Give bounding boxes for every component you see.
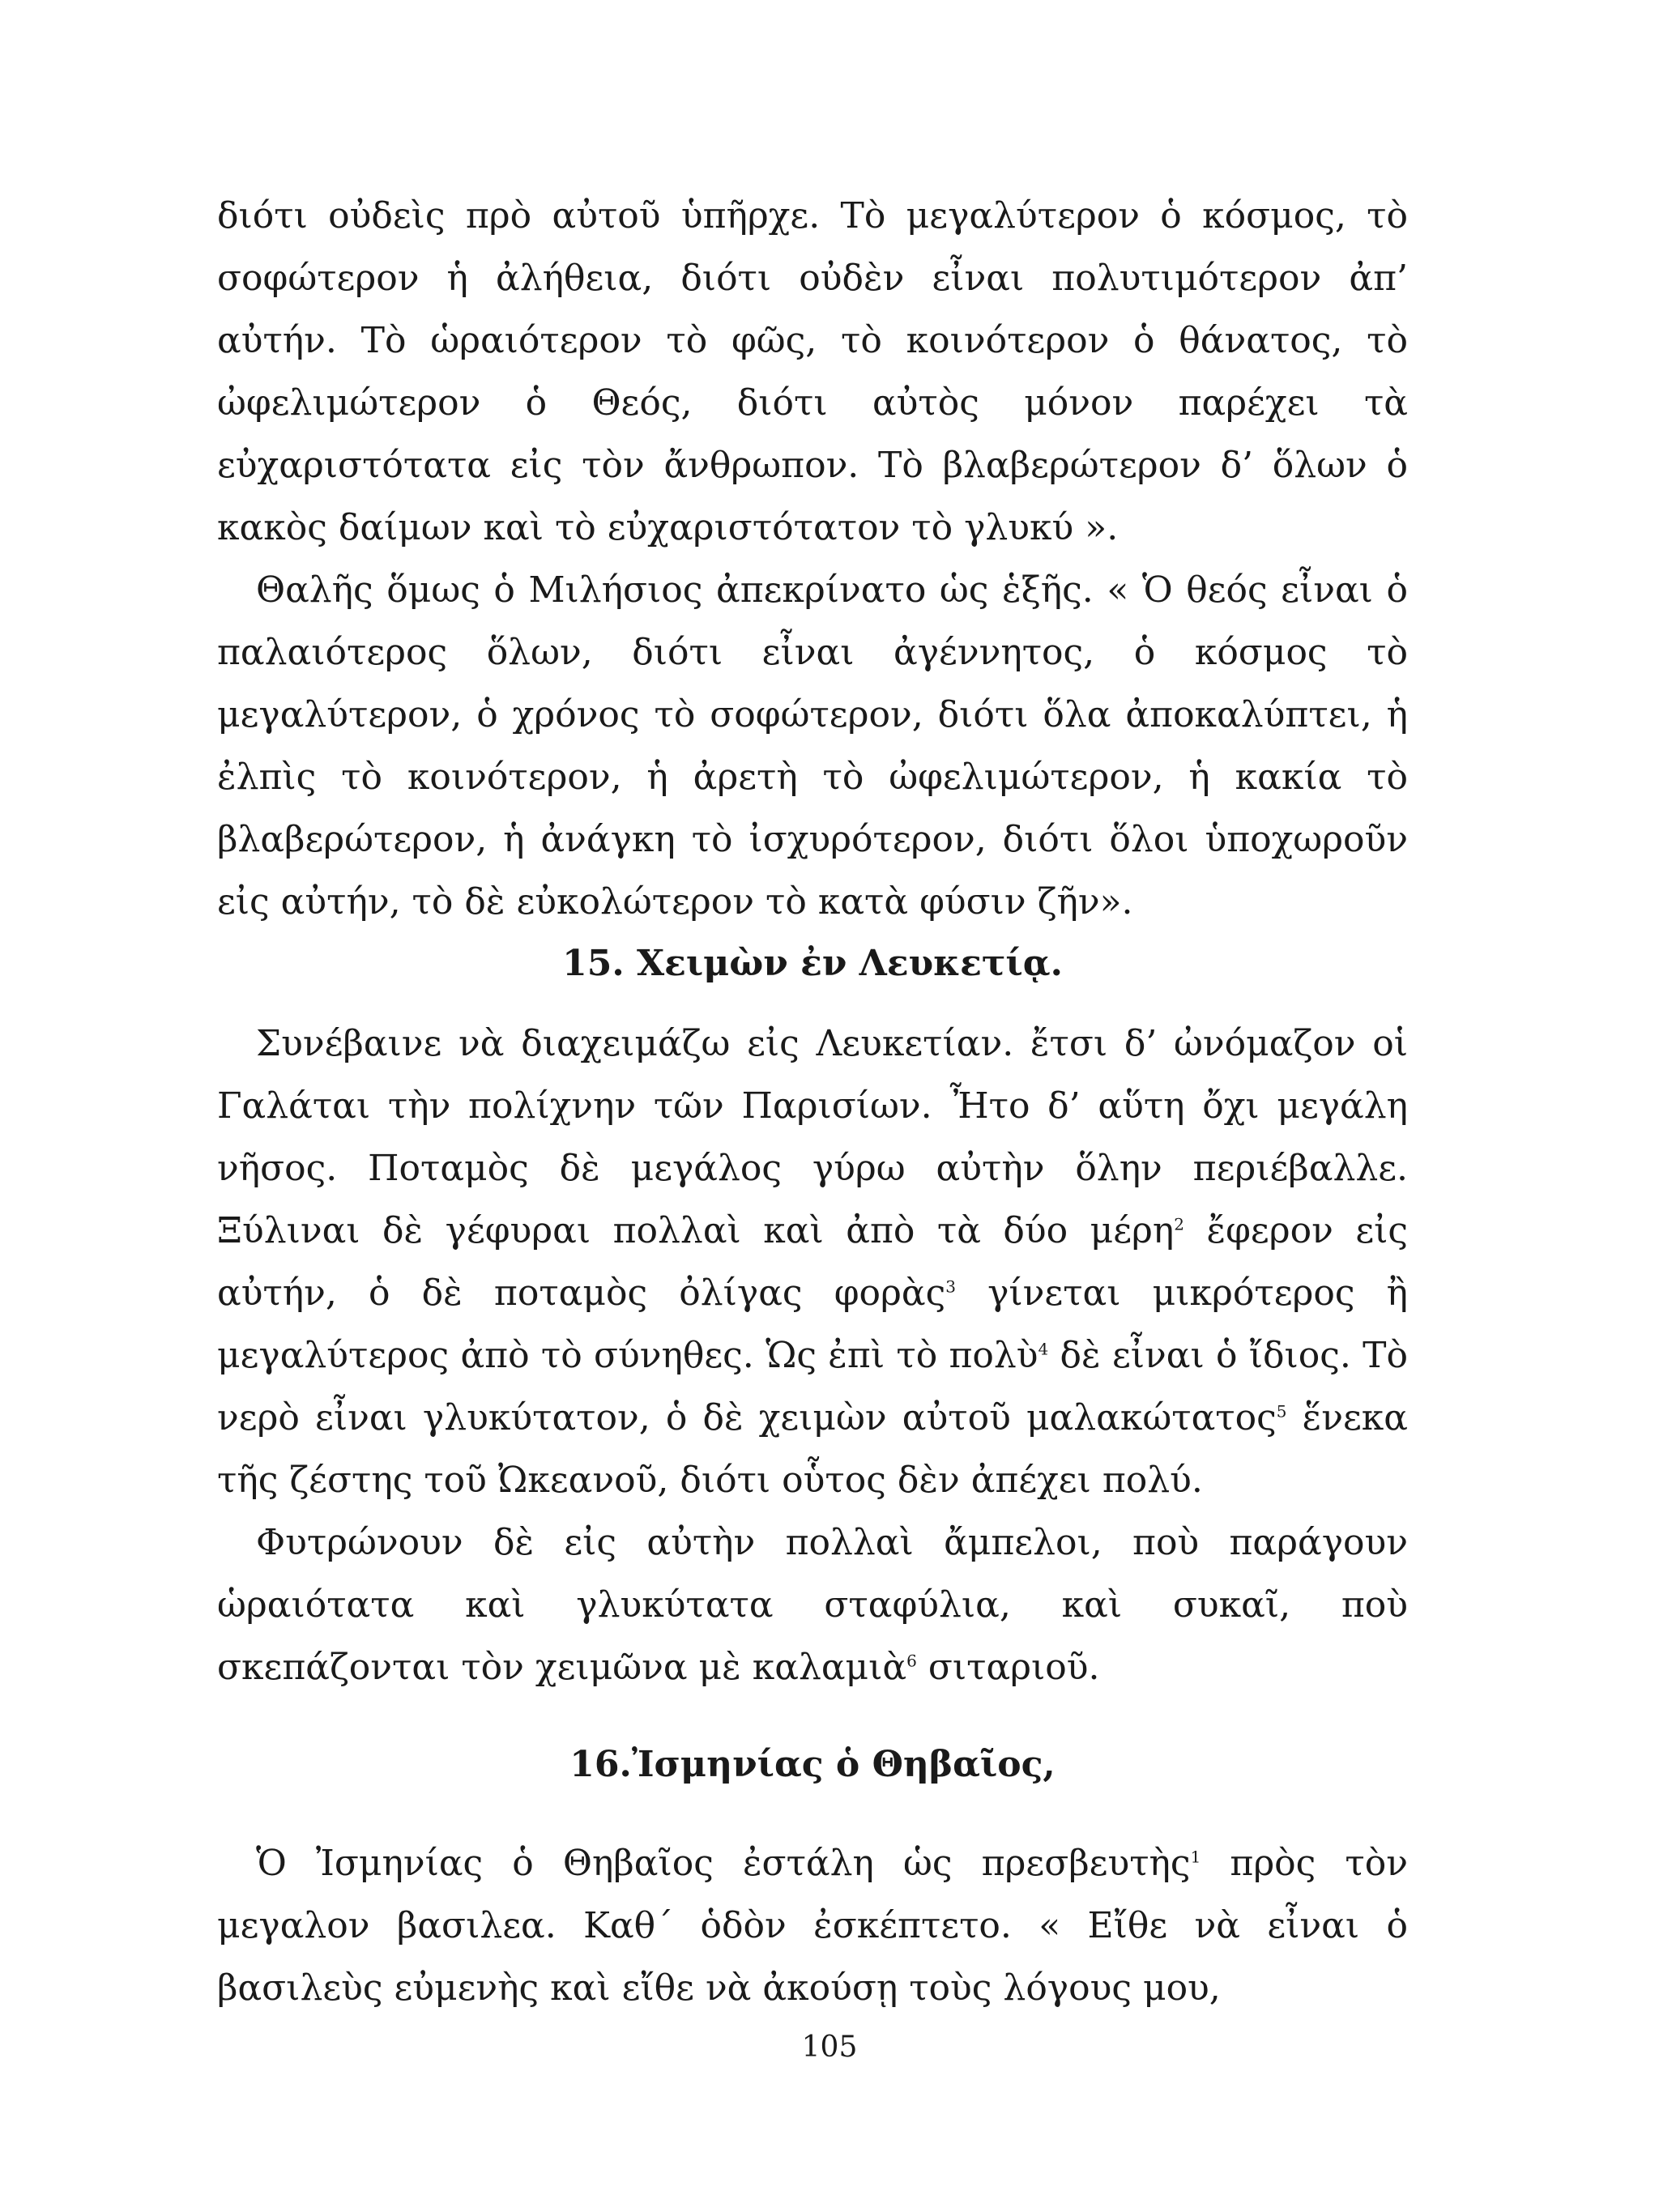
section-heading-15: 15. Χειμὼν ἐν Λευκετίᾳ. xyxy=(562,943,1063,984)
paragraph-4 xyxy=(217,1511,1408,1698)
paragraph-4-text-b: σιταριοῦ. xyxy=(916,1647,1100,1688)
paragraph-3 xyxy=(217,1012,1408,1511)
footnote-marker-1: 1 xyxy=(1190,1847,1201,1867)
paragraph-4-text-a: Φυτρώνουν δὲ εἰς αὐτὴν πολλαὶ ἄμπελοι, ποὺ παράγουν ὡραιότατα καὶ γλυκύτατα σταφύλια, καὶ συκαῖ, ποὺ σκεπάζονται τὸν χειμῶνα μὲ καλαμιὰ xyxy=(217,1522,1408,1688)
paragraph-3-text-c: γίνεται μικρότερος ἢ μεγαλύτερος ἀπὸ τὸ σύνηθες. Ὡς ἐπὶ τὸ πολὺ xyxy=(217,1272,1408,1376)
paragraph-3-text-e: ἕνεκα τῆς ζέστης τοῦ Ὠκεανοῦ, διότι οὗτος δὲν ἀπέχει πολύ. xyxy=(217,1397,1408,1501)
footnote-marker-2: 2 xyxy=(1174,1214,1184,1234)
footnote-marker-3: 3 xyxy=(945,1276,956,1297)
paragraph-5 xyxy=(217,1832,1408,2019)
paragraph-5-text-b: πρὸς τὸν μεγαλον βασιλεα. Καθ΄ ὁδὸν ἐσκέπτετο. « Εἴθε νὰ εἶναι ὁ βασιλεὺς εὐμενὴς καὶ εἴθε νὰ ἀκούσῃ τοὺς λόγους μου, xyxy=(217,1843,1408,2009)
text-block-middle xyxy=(217,1012,1408,1698)
paragraph-5-text-a: Ὁ Ἰσμηνίας ὁ Θηβαῖος ἐστάλη ὡς πρεσβευτὴς xyxy=(256,1843,1191,1884)
page-number: 105 xyxy=(801,2031,858,2064)
paragraph-3-text-d: δὲ εἶναι ὁ ἴδιος. Τὸ νερὸ εἶναι γλυκύτατον, ὁ δὲ χειμὼν αὐτοῦ μαλακώτατος xyxy=(217,1335,1409,1438)
footnote-marker-6: 6 xyxy=(906,1651,917,1671)
paragraph-3-text-b: ἔφερον εἰς αὐτήν, ὁ δὲ ποταμὸς ὀλίγας φορὰς xyxy=(217,1210,1409,1314)
text-block-upper xyxy=(217,185,1408,933)
paragraph-3-text-a: Συνέβαινε νὰ διαχειμάζω εἰς Λευκετίαν. ἔτσι δ’ ὠνόμαζον οἱ Γαλάται τὴν πολίχνην τῶν Παρισίων. Ἦτο δ’ αὕτη ὄχι μεγάλη νῆσος. Ποταμὸς δὲ μεγάλος γύρω αὐτὴν ὅλην περιέβαλλε. Ξύλιναι δὲ γέφυραι πολλαὶ καὶ ἀπὸ τὰ δύο μέρη xyxy=(217,1023,1408,1251)
footnote-marker-4: 4 xyxy=(1038,1339,1049,1359)
paragraph-2: Θαλῆς ὅμως ὁ Μιλήσιος ἀπεκρίνατο ὡς ἑξῆς. « Ὁ θεός εἶναι ὁ παλαιότερος ὅλων, διότι εἶναι ἀγέννητος, ὁ κόσμος τὸ μεγαλύτερον, ὁ χρόνος τὸ σοφώτερον, διότι ὅλα ἀποκαλύπτει, ἡ ἐλπὶς τὸ κοινότερον, ἡ ἀρετὴ τὸ ὠφελιμώτερον, ἡ κακία τὸ βλαβερώτερον, ἡ ἀνάγκη τὸ ἰσχυρότερον, διότι ὅλοι ὑποχωροῦν εἰς αὐτήν, τὸ δὲ εὐκολώτερον τὸ κατὰ φύσιν ζῆν». xyxy=(217,569,1408,923)
section-heading-16: 16.Ἰσμηνίας ὁ Θηβαῖος, xyxy=(569,1744,1056,1785)
text-block-lower xyxy=(217,1832,1408,2019)
footnote-marker-5: 5 xyxy=(1276,1401,1287,1421)
paragraph-1: διότι οὐδεὶς πρὸ αὐτοῦ ὑπῆρχε. Τὸ μεγαλύτερον ὁ κόσμος, τὸ σοφώτερον ἡ ἀλήθεια, διότι οὐδὲν εἶναι πολυτιμότερον ἀπ’ αὐτήν. Τὸ ὡραιότερον τὸ φῶς, τὸ κοινότερον ὁ θάνατος, τὸ ὠφελιμώτερον ὁ Θεός, διότι αὐτὸς μόνον παρέχει τὰ εὐχαριστότατα εἰς τὸν ἄνθρωπον. Τὸ βλαβερώτερον δ’ ὅλων ὁ κακὸς δαίμων καὶ τὸ εὐχαριστότατον τὸ γλυκύ ». xyxy=(217,195,1408,548)
